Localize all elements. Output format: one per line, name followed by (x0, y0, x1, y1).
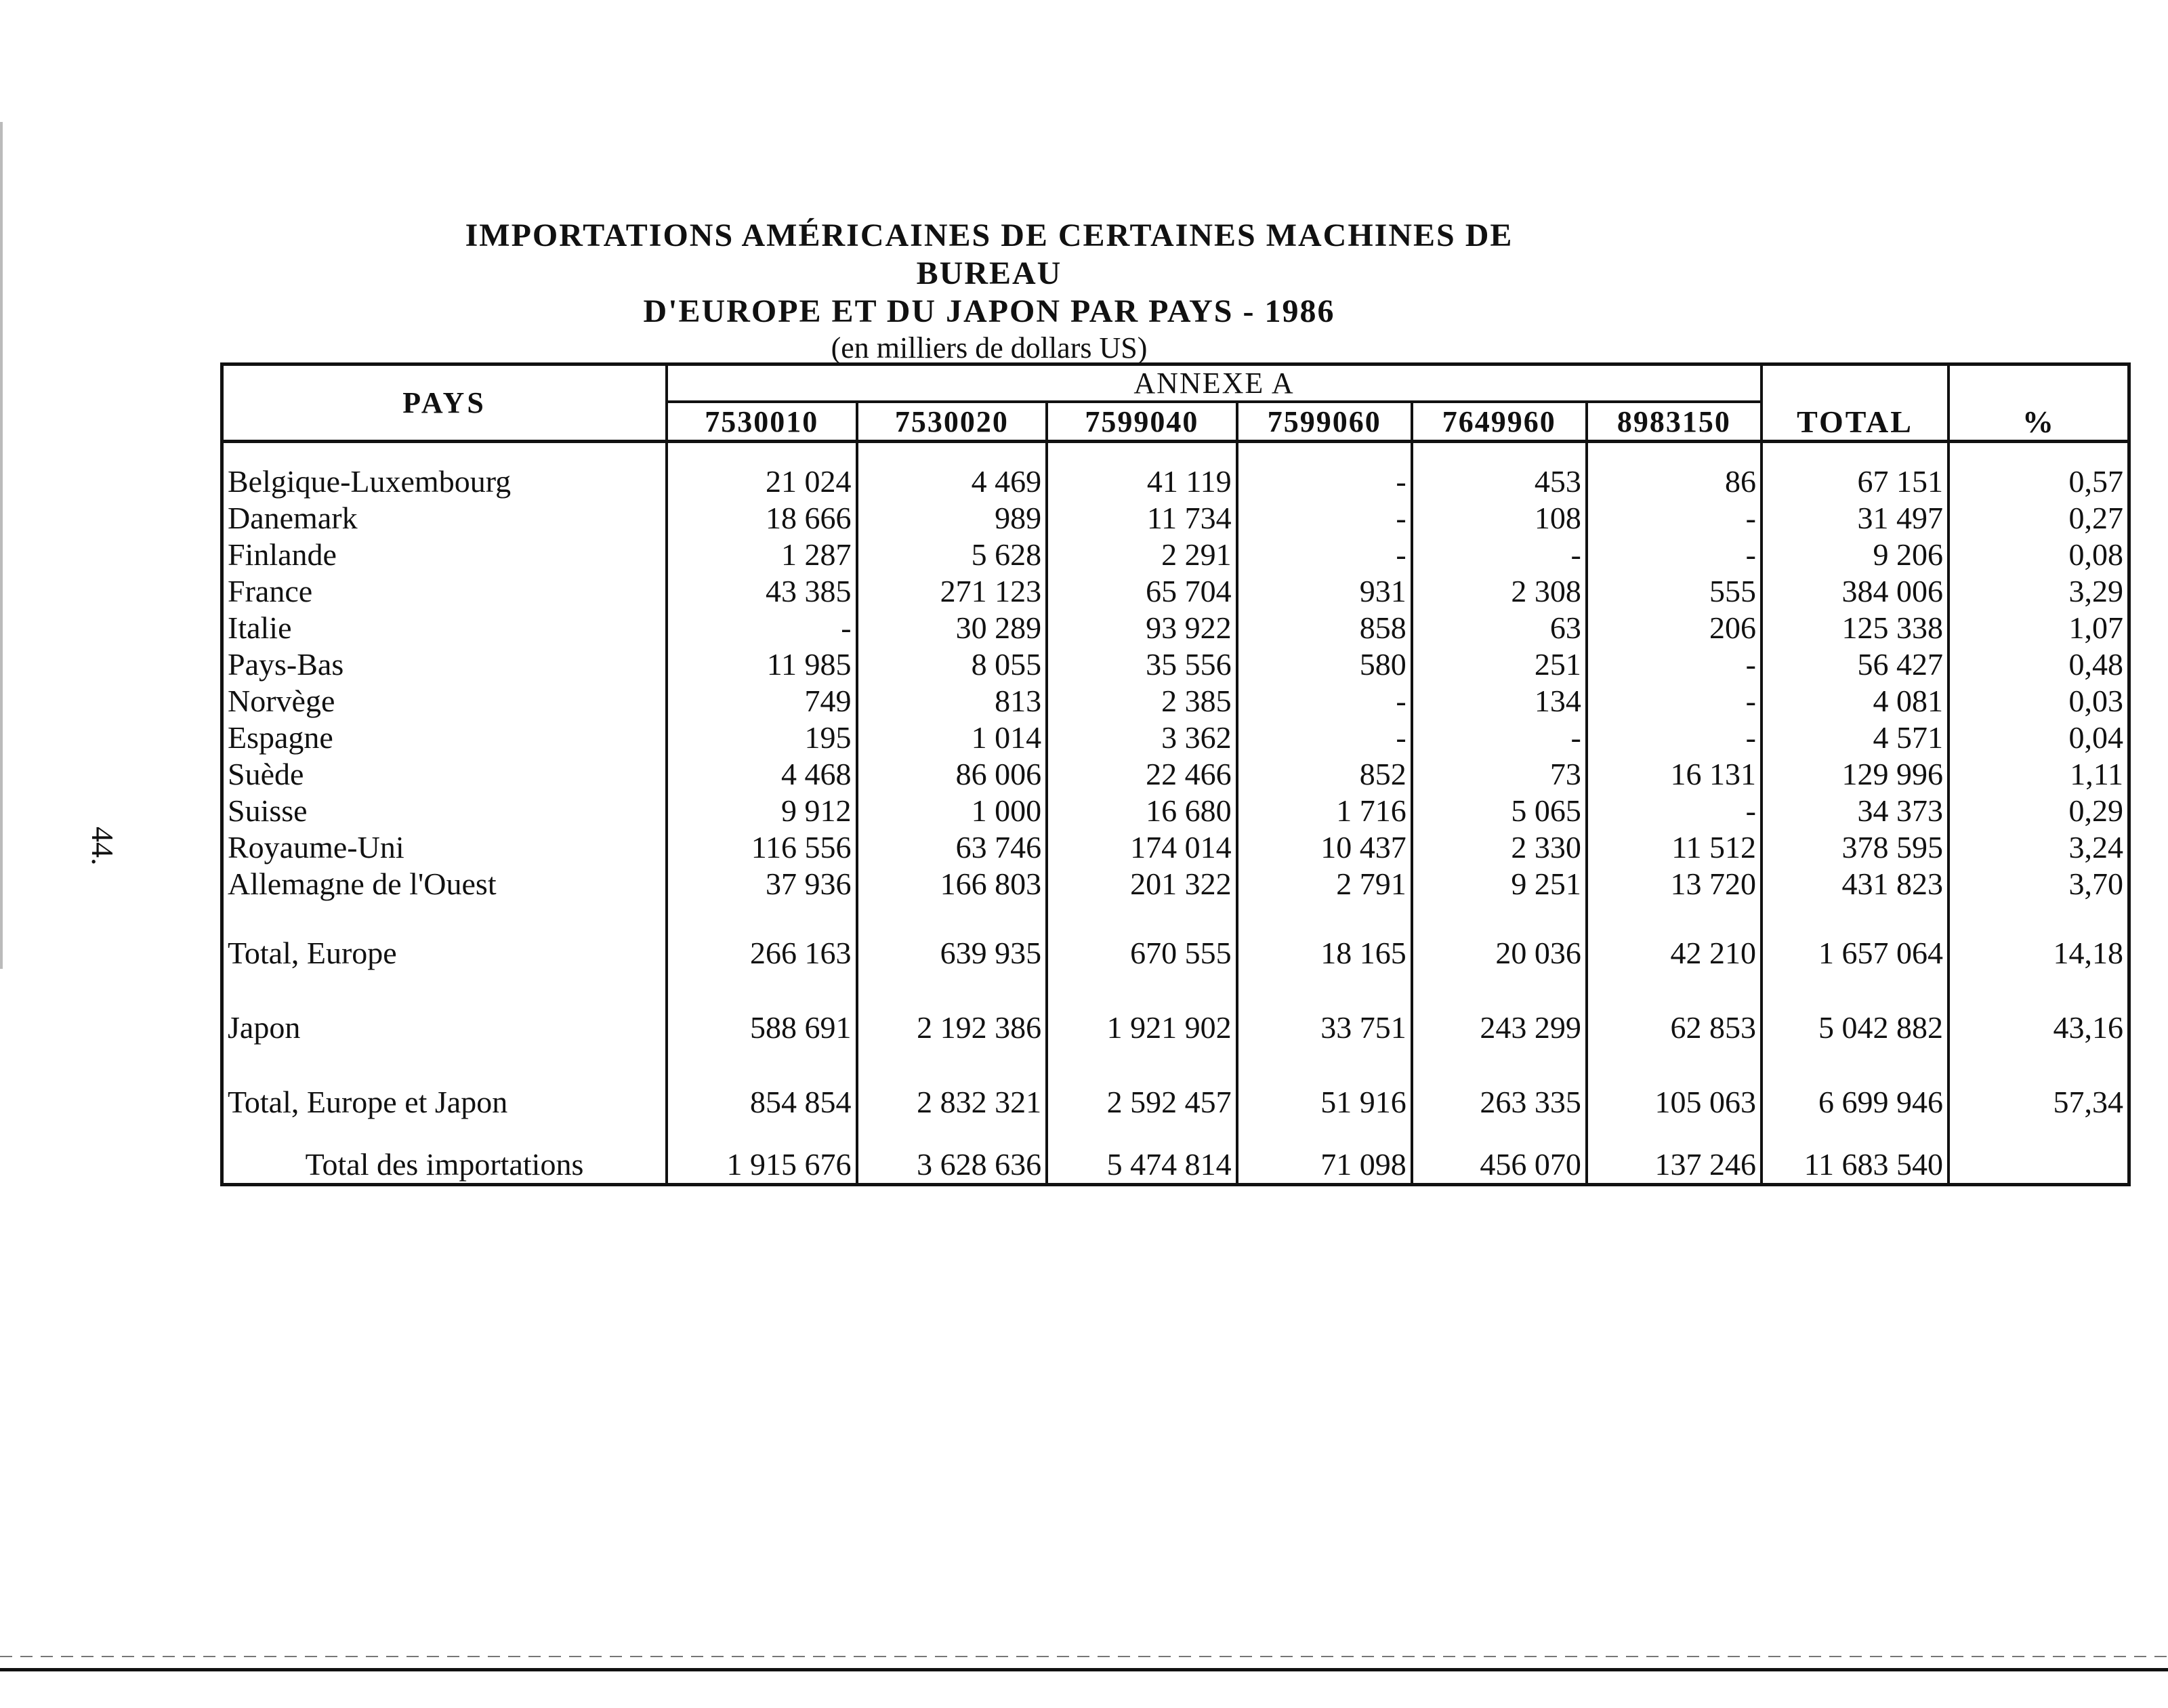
percent-cell: 3,70 (1948, 866, 2129, 902)
value-cell: 11 734 (1047, 500, 1237, 537)
table-row (222, 1126, 2129, 1185)
value-cell: 195 (667, 720, 857, 756)
value-cell: 11 512 (1587, 829, 1762, 866)
header-code: 7599040 (1047, 402, 1237, 442)
total-cell: 1 657 064 (1762, 902, 1948, 977)
value-cell: - (1237, 442, 1412, 501)
value-cell: 931 (1237, 573, 1412, 610)
percent-cell (1948, 1126, 2129, 1185)
value-cell: - (1237, 683, 1412, 720)
country-cell: Finlande (222, 537, 667, 573)
value-cell: 251 (1412, 646, 1587, 683)
percent-cell: 0,29 (1948, 793, 2129, 829)
value-cell: 86 (1587, 442, 1762, 501)
percent-cell: 3,29 (1948, 573, 2129, 610)
value-cell: 41 119 (1047, 442, 1237, 501)
total-cell: 129 996 (1762, 756, 1948, 793)
total-cell: 378 595 (1762, 829, 1948, 866)
value-cell: 105 063 (1587, 1051, 1762, 1126)
value-cell: 201 322 (1047, 866, 1237, 902)
percent-cell: 0,04 (1948, 720, 2129, 756)
total-cell: 31 497 (1762, 500, 1948, 537)
country-cell: Italie (222, 610, 667, 646)
country-cell: Belgique-Luxembourg (222, 442, 667, 501)
table-row (222, 756, 2129, 793)
country-cell: Total des importations (222, 1126, 667, 1185)
total-cell: 34 373 (1762, 793, 1948, 829)
value-cell: 3 362 (1047, 720, 1237, 756)
value-cell: 852 (1237, 756, 1412, 793)
value-cell: 2 330 (1412, 829, 1587, 866)
value-cell: 989 (857, 500, 1047, 537)
value-cell: 555 (1587, 573, 1762, 610)
value-cell: 8 055 (857, 646, 1047, 683)
value-cell: 93 922 (1047, 610, 1237, 646)
value-cell: 1 000 (857, 793, 1047, 829)
total-cell: 6 699 946 (1762, 1051, 1948, 1126)
page-number: 44. (85, 827, 120, 866)
total-cell: 431 823 (1762, 866, 1948, 902)
value-cell: - (1587, 793, 1762, 829)
value-cell: 5 474 814 (1047, 1126, 1237, 1185)
value-cell: 62 853 (1587, 977, 1762, 1051)
value-cell: 16 680 (1047, 793, 1237, 829)
value-cell: - (1237, 500, 1412, 537)
table-row (222, 902, 2129, 977)
title-line-1: IMPORTATIONS AMÉRICAINES DE CERTAINES MACHINES DE BUREAU (465, 217, 1514, 291)
value-cell: 749 (667, 683, 857, 720)
value-cell: 108 (1412, 500, 1587, 537)
value-cell: 73 (1412, 756, 1587, 793)
country-cell: Suède (222, 756, 667, 793)
value-cell: 5 628 (857, 537, 1047, 573)
value-cell: 813 (857, 683, 1047, 720)
value-cell: - (1587, 537, 1762, 573)
percent-cell: 14,18 (1948, 902, 2129, 977)
table-row (222, 977, 2129, 1051)
value-cell: 4 468 (667, 756, 857, 793)
percent-cell: 57,34 (1948, 1051, 2129, 1126)
value-cell: 4 469 (857, 442, 1047, 501)
value-cell: 10 437 (1237, 829, 1412, 866)
total-cell: 56 427 (1762, 646, 1948, 683)
header-code: 7530020 (857, 402, 1047, 442)
header-total: TOTAL (1762, 364, 1948, 442)
table-row (222, 793, 2129, 829)
value-cell: 206 (1587, 610, 1762, 646)
percent-cell: 0,57 (1948, 442, 2129, 501)
value-cell: - (1237, 537, 1412, 573)
table-row (222, 442, 2129, 501)
value-cell: 30 289 (857, 610, 1047, 646)
value-cell: 174 014 (1047, 829, 1237, 866)
value-cell: 670 555 (1047, 902, 1237, 977)
country-cell: Espagne (222, 720, 667, 756)
value-cell: 266 163 (667, 902, 857, 977)
value-cell: 588 691 (667, 977, 857, 1051)
title-units: (en milliers de dollars US) (831, 331, 1148, 364)
value-cell: - (667, 610, 857, 646)
country-cell: Norvège (222, 683, 667, 720)
table-row (222, 646, 2129, 683)
value-cell: 22 466 (1047, 756, 1237, 793)
percent-cell: 1,11 (1948, 756, 2129, 793)
table-row (222, 500, 2129, 537)
value-cell: 639 935 (857, 902, 1047, 977)
value-cell: 33 751 (1237, 977, 1412, 1051)
value-cell: 71 098 (1237, 1126, 1412, 1185)
value-cell: 86 006 (857, 756, 1047, 793)
value-cell: 858 (1237, 610, 1412, 646)
country-cell: Total, Europe (222, 902, 667, 977)
value-cell: 453 (1412, 442, 1587, 501)
value-cell: 2 791 (1237, 866, 1412, 902)
value-cell: 2 291 (1047, 537, 1237, 573)
total-cell: 4 081 (1762, 683, 1948, 720)
value-cell: - (1412, 720, 1587, 756)
table-row (222, 866, 2129, 902)
percent-cell: 1,07 (1948, 610, 2129, 646)
value-cell: 2 385 (1047, 683, 1237, 720)
value-cell: - (1587, 646, 1762, 683)
value-cell: 18 165 (1237, 902, 1412, 977)
value-cell: 1 716 (1237, 793, 1412, 829)
country-cell: Danemark (222, 500, 667, 537)
total-cell: 125 338 (1762, 610, 1948, 646)
percent-cell: 0,48 (1948, 646, 2129, 683)
table-row (222, 610, 2129, 646)
header-code: 8983150 (1587, 402, 1762, 442)
value-cell: 21 024 (667, 442, 857, 501)
value-cell: 1 287 (667, 537, 857, 573)
header-code: 7649960 (1412, 402, 1587, 442)
total-cell: 9 206 (1762, 537, 1948, 573)
country-cell: Suisse (222, 793, 667, 829)
total-cell: 5 042 882 (1762, 977, 1948, 1051)
value-cell: 854 854 (667, 1051, 857, 1126)
value-cell: 35 556 (1047, 646, 1237, 683)
value-cell: 456 070 (1412, 1126, 1587, 1185)
value-cell: 37 936 (667, 866, 857, 902)
value-cell: 134 (1412, 683, 1587, 720)
percent-cell: 3,24 (1948, 829, 2129, 866)
table-row (222, 720, 2129, 756)
value-cell: 20 036 (1412, 902, 1587, 977)
page-edge-line (0, 122, 3, 969)
value-cell: 116 556 (667, 829, 857, 866)
value-cell: 2 592 457 (1047, 1051, 1237, 1126)
table-body (222, 442, 2129, 1185)
value-cell: - (1237, 720, 1412, 756)
value-cell: 11 985 (667, 646, 857, 683)
value-cell: - (1587, 500, 1762, 537)
value-cell: 1 014 (857, 720, 1047, 756)
country-cell: Total, Europe et Japon (222, 1051, 667, 1126)
header-pays: PAYS (222, 364, 667, 442)
value-cell: 2 192 386 (857, 977, 1047, 1051)
country-cell: Japon (222, 977, 667, 1051)
percent-cell: 0,27 (1948, 500, 2129, 537)
value-cell: 1 921 902 (1047, 977, 1237, 1051)
value-cell: 63 (1412, 610, 1587, 646)
table-row (222, 537, 2129, 573)
value-cell: 9 912 (667, 793, 857, 829)
value-cell: 16 131 (1587, 756, 1762, 793)
value-cell: 166 803 (857, 866, 1047, 902)
imports-table (220, 362, 2131, 1186)
value-cell: - (1587, 720, 1762, 756)
value-cell: 63 746 (857, 829, 1047, 866)
table-row (222, 1051, 2129, 1126)
header-code: 7530010 (667, 402, 857, 442)
country-cell: Royaume-Uni (222, 829, 667, 866)
value-cell: 2 308 (1412, 573, 1587, 610)
value-cell: 243 299 (1412, 977, 1587, 1051)
value-cell: - (1412, 537, 1587, 573)
percent-cell: 43,16 (1948, 977, 2129, 1051)
table-row (222, 683, 2129, 720)
value-cell: 2 832 321 (857, 1051, 1047, 1126)
value-cell: 18 666 (667, 500, 857, 537)
value-cell: 51 916 (1237, 1051, 1412, 1126)
percent-cell: 0,03 (1948, 683, 2129, 720)
total-cell: 384 006 (1762, 573, 1948, 610)
value-cell: 580 (1237, 646, 1412, 683)
value-cell: 9 251 (1412, 866, 1587, 902)
value-cell: 42 210 (1587, 902, 1762, 977)
country-cell: Allemagne de l'Ouest (222, 866, 667, 902)
value-cell: 263 335 (1412, 1051, 1587, 1126)
footer-dashed-rule (0, 1656, 2168, 1657)
value-cell: - (1587, 683, 1762, 720)
country-cell: France (222, 573, 667, 610)
value-cell: 65 704 (1047, 573, 1237, 610)
percent-cell: 0,08 (1948, 537, 2129, 573)
total-cell: 11 683 540 (1762, 1126, 1948, 1185)
title-block (406, 217, 1572, 366)
value-cell: 137 246 (1587, 1126, 1762, 1185)
title-line-2: D'EUROPE ET DU JAPON PAR PAYS - 1986 (643, 293, 1335, 329)
value-cell: 13 720 (1587, 866, 1762, 902)
footer-rule (0, 1668, 2168, 1671)
value-cell: 1 915 676 (667, 1126, 857, 1185)
value-cell: 43 385 (667, 573, 857, 610)
table-row (222, 829, 2129, 866)
value-cell: 271 123 (857, 573, 1047, 610)
header-code: 7599060 (1237, 402, 1412, 442)
header-percent: % (1948, 364, 2129, 442)
value-cell: 3 628 636 (857, 1126, 1047, 1185)
total-cell: 67 151 (1762, 442, 1948, 501)
table-row (222, 573, 2129, 610)
value-cell: 5 065 (1412, 793, 1587, 829)
header-annexe: ANNEXE A (667, 364, 1762, 402)
total-cell: 4 571 (1762, 720, 1948, 756)
country-cell: Pays-Bas (222, 646, 667, 683)
